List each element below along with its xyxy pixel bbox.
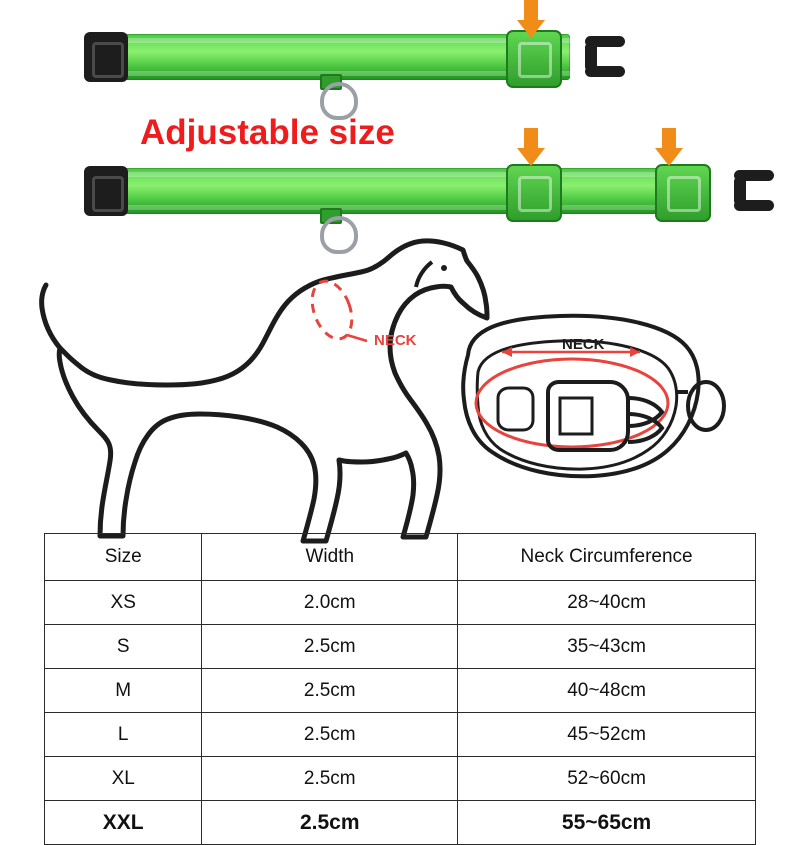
d-ring [320,216,358,254]
neck-label-dog: NECK [374,332,417,349]
header-size: Size [45,534,202,581]
cell-size: XS [45,581,202,625]
header-neck-circumference: Neck Circumference [458,534,756,581]
arrow-head [655,148,683,166]
cell-neck: 35~43cm [458,625,756,669]
collar-buckle-black-left [84,32,128,82]
collar-buckle-green [506,30,562,88]
collar-buckle-black-left [84,166,128,216]
arrow-shaft [524,0,538,22]
cell-size: S [45,625,202,669]
strap-edge-highlight-top [100,172,708,177]
cell-width: 2.5cm [202,625,458,669]
prong-lower [734,200,774,211]
cell-width: 2.5cm [202,669,458,713]
cell-size: M [45,669,202,713]
cell-neck: 45~52cm [458,713,756,757]
cell-size: XXL [45,801,202,845]
arrow-shaft [662,128,676,150]
table-row [45,581,756,625]
cell-size: XL [45,757,202,801]
table-row [45,713,756,757]
size-chart-table [44,533,756,845]
strap-edge-highlight-bottom [100,205,708,210]
prong-lower [585,66,625,77]
arrow-shaft [524,128,538,150]
cell-neck: 40~48cm [458,669,756,713]
cell-size: L [45,713,202,757]
arrow-head [517,20,545,38]
table-row [45,625,756,669]
cell-width: 2.0cm [202,581,458,625]
strap-edge-highlight-top [100,38,570,43]
collar-buckle-prong [734,170,774,212]
page-title: Adjustable size [140,113,395,152]
cell-neck: 28~40cm [458,581,756,625]
collar-buckle-prong [585,36,625,78]
cell-neck: 55~65cm [458,801,756,845]
arrow-head [517,148,545,166]
cell-width: 2.5cm [202,713,458,757]
collar-illustration-extended [72,168,732,214]
cell-neck: 52~60cm [458,757,756,801]
collar-strap-extended [100,168,708,214]
collar-buckle-green-right [655,164,711,222]
table-row [45,801,756,845]
table-header-row [45,534,756,581]
cell-width: 2.5cm [202,757,458,801]
collar-buckle-green [506,164,562,222]
collar-illustration-closed [72,34,632,80]
neck-label-collar: NECK [562,336,605,353]
table-row [45,669,756,713]
cell-width: 2.5cm [202,801,458,845]
table-row [45,757,756,801]
header-width: Width [202,534,458,581]
